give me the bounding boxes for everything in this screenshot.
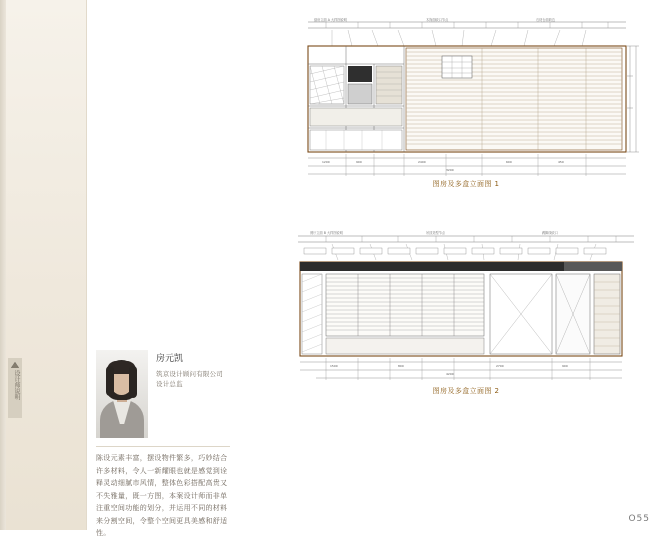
designer-description: 陈设元素丰富，摆设物件繁多，巧妙结合许多材料，令人一新耀眼也就是感觉到诠释灵动细腻市风情，整体色彩搭配高贵又不失雅量，既一方图，本案设计师而非单注重空间功能的划分，并运用不同的材料来分割空间，令整个空间更具美感和舒适性。	[96, 454, 228, 537]
dimension-text: 1200	[322, 160, 330, 164]
annotation-text: 石材台面收边	[536, 18, 556, 22]
annotation-text: 厨房立面 A 大样图说明	[314, 18, 347, 22]
dimension-text: 2400	[418, 160, 426, 164]
elevation-2-svg	[286, 228, 646, 400]
elevation-drawing-1	[286, 16, 646, 188]
dimension-text: 1500	[330, 364, 338, 368]
designer-name: 房元凯	[156, 354, 184, 364]
dimension-text: 800	[398, 364, 404, 368]
drawing-2-caption: 图房及多盒立面图 2	[432, 387, 500, 395]
dimension-text: 3200	[446, 168, 454, 172]
profile-info	[156, 352, 230, 389]
elevation-1-svg	[286, 16, 646, 188]
avatar	[96, 350, 148, 438]
dimension-text: 2700	[496, 364, 504, 368]
dimension-text: 4200	[446, 372, 454, 376]
sidebar-tab[interactable]	[8, 358, 22, 418]
dimension-text: 600	[506, 160, 512, 164]
dimension-text: 900	[356, 160, 362, 164]
elevation-drawing-2	[286, 228, 646, 400]
designer-company: 筑京设计顾问有限公司	[156, 370, 223, 378]
avatar-hair-right	[129, 366, 137, 398]
chevron-up-icon	[8, 360, 22, 370]
dimension-text: 450	[558, 160, 564, 164]
drawing-1-caption: 图房及多盒立面图 1	[432, 180, 500, 188]
annotation-text: 餐厅立面 B 大样图说明	[310, 231, 343, 235]
avatar-hair-left	[106, 366, 114, 396]
annotation-text: 木饰面收口节点	[426, 18, 449, 22]
designer-profile-card	[96, 350, 230, 537]
dimension-text: 900	[562, 364, 568, 368]
band-inner	[6, 0, 86, 530]
profile-divider	[96, 446, 230, 447]
left-decorative-band	[0, 0, 87, 530]
designer-title: 设计总监	[156, 380, 183, 388]
sidebar-tab-label: 设计师说明	[13, 370, 20, 400]
annotation-text: 踢脚线收口	[542, 231, 558, 235]
page-number: O55	[628, 514, 650, 524]
annotation-text: 吊顶造型节点	[426, 231, 446, 235]
